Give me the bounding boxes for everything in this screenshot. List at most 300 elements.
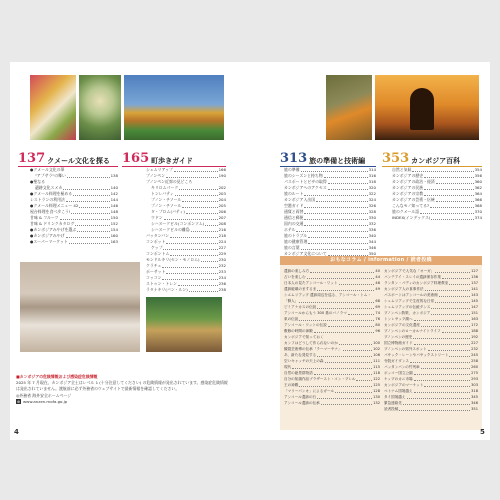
toc-leader bbox=[424, 189, 473, 190]
photo-food-dishes bbox=[30, 75, 76, 140]
toc-leader bbox=[304, 213, 367, 214]
toc-entry-title: バンテアイ・スレイの遺跡保存作業 bbox=[384, 275, 441, 279]
section-313-toc bbox=[284, 167, 376, 257]
toc-leader bbox=[328, 326, 375, 327]
toc-entry-title: ベトナム国境越え bbox=[384, 389, 413, 393]
toc-leader bbox=[308, 243, 367, 244]
toc-entry-title: 甘味 & フルーツ bbox=[30, 215, 59, 220]
toc-entry-title: 旅のクメール語 bbox=[392, 209, 420, 214]
toc-entry-page: 236 bbox=[218, 281, 226, 286]
toc-entry-page: 318 bbox=[471, 389, 478, 393]
toc-entry-page: 190 bbox=[218, 173, 226, 178]
toc-entry-page: 245 bbox=[471, 353, 478, 357]
toc-entry-page: 192 bbox=[471, 335, 478, 339]
toc-entry-page: 303 bbox=[471, 383, 478, 387]
toc-entry-page: 172 bbox=[471, 323, 478, 327]
toc-entry-title: ●クメール文化の華 bbox=[30, 167, 65, 172]
toc-entry-title: プノンペンのローカルナイトライフ bbox=[384, 329, 441, 333]
toc-entry-title: ランタン・パディのカンボジア料理教室 bbox=[384, 281, 449, 285]
section-137-number: 137 bbox=[18, 151, 46, 166]
photo-temple bbox=[124, 75, 224, 140]
toc-leader bbox=[310, 272, 374, 273]
toc-leader bbox=[304, 219, 367, 220]
toc-entry-page: 142 bbox=[110, 191, 118, 196]
toc-entry-title: カンボジアのマーケット bbox=[384, 383, 424, 387]
toc-entry-page: 356 bbox=[474, 173, 482, 178]
globe-icon: ⊕ bbox=[16, 399, 21, 405]
toc-leader bbox=[66, 237, 110, 238]
toc-entry-page: 364 bbox=[474, 191, 482, 196]
toc-leader bbox=[182, 201, 217, 202]
toc-entry-page: 130 bbox=[373, 395, 380, 399]
toc-leader bbox=[66, 201, 110, 202]
toc-entry-title: カンボジアで知っておく bbox=[284, 335, 324, 339]
toc-entry-page: 148 bbox=[110, 209, 118, 214]
toc-entry-title: カンボジアの政治・経済 bbox=[392, 179, 435, 184]
toc-leader bbox=[314, 374, 372, 375]
toc-entry-page: 137 bbox=[471, 281, 478, 285]
toc-entry-title: 国内の交通 bbox=[284, 221, 304, 226]
toc-leader bbox=[421, 368, 470, 369]
toc-leader bbox=[428, 350, 470, 351]
toc-entry-page: 345 bbox=[471, 395, 478, 399]
toc-entry-title: ウドン bbox=[151, 215, 163, 220]
toc-entry-page: 368 bbox=[474, 203, 482, 208]
toc-leader bbox=[304, 195, 367, 196]
toc-entry-page: 96 bbox=[375, 329, 380, 333]
columns-header: おもなコラム / information / 読者投稿 bbox=[280, 256, 482, 265]
safety-url-text: www.anzen.mofa.go.jp bbox=[23, 398, 68, 404]
toc-entry-title: プノンペンの歴史 bbox=[384, 335, 413, 339]
toc-entry-title: 遺跡破壊のまするま bbox=[284, 287, 317, 291]
toc-leader bbox=[301, 171, 368, 172]
toc-entry-page: 147 bbox=[471, 305, 478, 309]
toc-leader bbox=[178, 285, 218, 286]
toc-leader bbox=[164, 219, 218, 220]
section-313-header bbox=[280, 152, 365, 165]
toc-leader bbox=[73, 195, 109, 196]
toc-entry-page: 154 bbox=[110, 227, 118, 232]
toc-leader bbox=[162, 279, 217, 280]
toc-leader bbox=[191, 231, 218, 232]
toc-leader bbox=[414, 392, 471, 393]
toc-entry[interactable] bbox=[30, 239, 118, 245]
toc-leader bbox=[414, 380, 471, 381]
toc-leader bbox=[175, 195, 218, 196]
toc-entry-page: 332 bbox=[368, 221, 376, 226]
toc-leader bbox=[420, 213, 473, 214]
toc-entry-page: 346 bbox=[368, 245, 376, 250]
toc-entry-page: 68 bbox=[375, 299, 380, 303]
toc-entry-page: 152 bbox=[110, 221, 118, 226]
toc-entry-page: 204 bbox=[218, 197, 226, 202]
toc-entry-page: 238 bbox=[218, 287, 226, 292]
toc-entry-page: 354 bbox=[474, 167, 482, 172]
safety-link-label: ◎外務省 海外安全ホームページ bbox=[16, 392, 72, 398]
toc-entry-page: 111 bbox=[373, 359, 380, 363]
toc-leader bbox=[179, 189, 217, 190]
toc-entry-page: 324 bbox=[368, 197, 376, 202]
toc-entry-title: ●カンボジアみやげ bbox=[30, 233, 65, 238]
toc-leader bbox=[299, 386, 372, 387]
toc-leader bbox=[442, 278, 470, 279]
toc-leader bbox=[339, 344, 372, 345]
toc-entry-title: コッコン bbox=[146, 275, 162, 280]
toc-entry-title: 旅の準備 bbox=[284, 167, 300, 172]
toc-leader bbox=[413, 338, 470, 339]
toc-entry-title: プノンペンの郊外スポット bbox=[384, 347, 427, 351]
toc-entry-title: カンフはどうして作られないのか bbox=[284, 341, 338, 345]
toc-entry-page: 132 bbox=[373, 401, 380, 405]
toc-entry-title: プノンペン散策、カンボジア bbox=[384, 311, 431, 315]
toc-entry-page: 163 bbox=[471, 317, 478, 321]
toc-entry-title: レストランの利用法 bbox=[30, 197, 65, 202]
section-353-toc bbox=[392, 167, 482, 221]
toc-entry-title: アンコール・ワットの伝説 bbox=[284, 323, 327, 327]
toc-entry-page: 141 bbox=[471, 287, 478, 291]
toc-entry-page: 227 bbox=[218, 245, 226, 250]
toc-entry-title: 空いキャッチの天上の森 bbox=[284, 359, 324, 363]
safety-title: ■カンボジアの危険情報および感染症危険情報 bbox=[16, 374, 98, 379]
toc-entry-page: 318 bbox=[368, 179, 376, 184]
toc-entry-title: 通信と郵便 bbox=[284, 215, 304, 220]
toc-entry-page: 203 bbox=[218, 191, 226, 196]
photo-salt-field bbox=[20, 262, 140, 352]
toc-leader bbox=[414, 320, 471, 321]
toc-entry-title: キリロムパーク bbox=[151, 185, 179, 190]
toc-leader bbox=[60, 219, 110, 220]
toc-entry-title: アンコールからもう 300 基のバノラマ bbox=[284, 311, 347, 315]
toc-leader bbox=[205, 225, 217, 226]
toc-entry-title: 空港ガイド bbox=[284, 203, 304, 208]
toc-leader bbox=[421, 326, 470, 327]
toc-entry-page: 102 bbox=[373, 347, 380, 351]
toc-entry-title: 王の神殿 bbox=[284, 383, 299, 387]
toc-entry-title: ●カンボジアみやげを選ぶ bbox=[30, 227, 77, 232]
toc-entry-title: バッタンバンの竹列車 bbox=[384, 365, 420, 369]
toc-entry-page: 374 bbox=[474, 215, 482, 220]
toc-entry-title: ケップ bbox=[151, 245, 163, 250]
toc-entry-title: 旅のルート bbox=[284, 191, 304, 196]
toc-entry-page: 118 bbox=[373, 371, 380, 375]
safety-body: 2025 年 7 月現在、カンボジア全土はレベル 1 (十分注意してください) の危険情報が発出されています。感染症危険情報は発出されていません。渡航前に必ず外務省のウェブサイトで最新情報を確認してください。 bbox=[16, 380, 228, 392]
toc-entry-title: コンポントム bbox=[146, 251, 170, 256]
toc-leader bbox=[301, 249, 368, 250]
section-353-title: カンボジア百科 bbox=[411, 157, 461, 165]
toc-entry-title: パスポートとビザの取得 bbox=[284, 179, 327, 184]
toc-entry-page: 320 bbox=[368, 185, 376, 190]
toc-leader bbox=[307, 278, 375, 279]
toc-entry-title: ●聖なる bbox=[30, 179, 46, 184]
toc-entry-page: 136 bbox=[471, 275, 478, 279]
toc-entry-page: 202 bbox=[218, 185, 226, 190]
toc-leader bbox=[356, 380, 372, 381]
toc-entry-page: 233 bbox=[218, 269, 226, 274]
toc-entry-page: 151 bbox=[471, 311, 478, 315]
toc-entry-title: INDEX(インデックス) bbox=[392, 215, 431, 220]
toc-leader bbox=[414, 344, 470, 345]
toc-entry[interactable] bbox=[284, 292, 380, 298]
toc-entry-title: ボッコー国立公園 bbox=[384, 371, 413, 375]
toc-entry-page: 229 bbox=[218, 251, 226, 256]
toc-leader bbox=[166, 177, 218, 178]
toc-entry-title: シエムリアップ 遺跡周辺を巡る、アンコール・トム・ bbox=[284, 293, 371, 297]
toc-entry-page: 340 bbox=[368, 233, 376, 238]
toc-entry-page: 316 bbox=[368, 173, 376, 178]
toc-entry-title: 現代 bbox=[284, 365, 292, 369]
page-number-left: 4 bbox=[14, 428, 19, 436]
toc-entry[interactable] bbox=[392, 215, 482, 221]
toc-entry-title: タイ国境越え bbox=[384, 395, 406, 399]
toc-entry-title: シハヌークビルの離島 bbox=[151, 227, 190, 232]
toc-leader bbox=[424, 177, 473, 178]
toc-entry-page: 163 bbox=[110, 239, 118, 244]
toc-leader bbox=[71, 213, 109, 214]
toc-entry-title: シェムリアップの伝統ダンス bbox=[384, 305, 431, 309]
toc-entry-title: クラチェ bbox=[146, 263, 162, 268]
toc-leader bbox=[403, 404, 470, 405]
toc-leader bbox=[435, 302, 470, 303]
toc-entry-title: パスポートはアンコールの美術館 bbox=[384, 293, 438, 297]
toc-entry-page: 150 bbox=[110, 215, 118, 220]
toc-leader bbox=[436, 201, 474, 202]
section-165-header bbox=[122, 152, 193, 165]
toc-entry-page: 122 bbox=[373, 377, 380, 381]
toc-entry-title: プノンペン bbox=[146, 173, 165, 178]
toc-entry-title: "アプサラ"の舞い bbox=[35, 173, 66, 178]
toc-entry-page: 260 bbox=[471, 365, 478, 369]
toc-entry-title: バサック・レーンやバサックストリート bbox=[384, 353, 449, 357]
toc-entry-title: 自分の知識作品ブラザースト・コン・プレル bbox=[284, 377, 356, 381]
toc-entry-title: カンボジアの文化遺産 bbox=[384, 323, 420, 327]
toc-leader bbox=[304, 225, 367, 226]
toc-entry-title: 自然と気候 bbox=[392, 167, 412, 172]
toc-entry-title: トンレバティ bbox=[151, 191, 174, 196]
toc-leader bbox=[343, 350, 373, 351]
toc-leader bbox=[308, 237, 367, 238]
toc-entry[interactable] bbox=[146, 287, 226, 293]
toc-entry-page: 232 bbox=[218, 263, 226, 268]
toc-entry-title: 国立博物館ガイド bbox=[384, 341, 413, 345]
toc-leader bbox=[317, 356, 372, 357]
photo-lotus bbox=[79, 75, 121, 140]
toc-entry-title: 観賞芸術博の伝承「ラーマーヤナ」 bbox=[284, 347, 342, 351]
toc-leader bbox=[328, 183, 368, 184]
section-313-title: 旅の準備と技術編 bbox=[309, 157, 366, 165]
toc-leader bbox=[63, 189, 109, 190]
toc-entry-title: ポーサット bbox=[146, 269, 166, 274]
toc-entry-title: カンボジアで人気な「オーガ」 bbox=[384, 269, 435, 273]
toc-entry-title: カンボジア文化について bbox=[284, 251, 327, 256]
toc-entry-page: 46 bbox=[375, 281, 380, 285]
toc-entry-page: 127 bbox=[471, 269, 478, 273]
toc-entry-page: 232 bbox=[471, 347, 478, 351]
toc-leader bbox=[328, 189, 368, 190]
toc-entry-page: 145 bbox=[471, 299, 478, 303]
toc-leader bbox=[67, 177, 110, 178]
toc-entry-title: 旅の健康管理 bbox=[284, 239, 308, 244]
toc-entry-title: アンコール遺跡の石 bbox=[284, 395, 317, 399]
toc-entry-title: コンポット bbox=[146, 239, 166, 244]
toc-entry-title: 読者投稿 bbox=[384, 407, 399, 411]
toc-entry-page: 44 bbox=[375, 275, 380, 279]
toc-leader bbox=[431, 308, 470, 309]
toc-entry-title: 屋台料理を食べ歩こう! bbox=[30, 209, 71, 214]
toc-leader bbox=[449, 356, 470, 357]
toc-leader bbox=[314, 332, 375, 333]
toc-entry-title: こんなモノ知ってる? bbox=[392, 203, 430, 208]
toc-leader bbox=[296, 231, 367, 232]
toc-leader bbox=[431, 219, 473, 220]
toc-entry-page: 140 bbox=[110, 185, 118, 190]
toc-entry-page: 322 bbox=[368, 191, 376, 196]
toc-entry-title: カンボジアの歴史 bbox=[392, 173, 424, 178]
toc-entry-title: トンレサップ湖へ bbox=[384, 317, 413, 321]
toc-leader bbox=[414, 374, 470, 375]
toc-entry-page: 205 bbox=[218, 203, 226, 208]
toc-entry-title: カンボジアの芸術・伝統 bbox=[392, 197, 435, 202]
toc-leader bbox=[299, 320, 374, 321]
section-313-number: 313 bbox=[280, 151, 308, 166]
toc-leader bbox=[69, 243, 110, 244]
toc-entry-title: あ、新たな発見する bbox=[284, 353, 317, 357]
toc-entry-title: 遺跡文化スメカ bbox=[35, 185, 63, 190]
toc-leader bbox=[317, 308, 374, 309]
toc-leader bbox=[321, 404, 372, 405]
toc-entry-page: 143 bbox=[471, 293, 478, 297]
toc-leader bbox=[407, 398, 471, 399]
page-number-right: 5 bbox=[480, 428, 485, 436]
toc-entry-title: シェムリアップ bbox=[146, 167, 173, 172]
toc-entry-page: 69 bbox=[375, 305, 380, 309]
toc-leader bbox=[163, 249, 217, 250]
columns-right-list bbox=[384, 268, 478, 412]
section-353-header bbox=[382, 152, 460, 165]
toc-entry-title: 甘味 & ドリンクカタログ bbox=[30, 221, 75, 226]
toc-entry-page: 336 bbox=[368, 227, 376, 232]
toc-entry-title: アンコール遺跡の伝承 bbox=[284, 401, 320, 405]
toc-entry-page: 366 bbox=[474, 197, 482, 202]
toc-entry-title: ●クメール料理を極める bbox=[30, 191, 73, 196]
toc-entry-page: 49 bbox=[375, 287, 380, 291]
photo-silhouette bbox=[410, 88, 434, 130]
toc-entry-title: 寺院ガイダンス bbox=[384, 359, 409, 363]
toc-entry-title: 旅のトラブル bbox=[284, 233, 308, 238]
toc-entry-title: シハヌークビル(コンポンソム) bbox=[151, 221, 205, 226]
columns-left-list bbox=[284, 268, 380, 406]
toc-entry-page: 230 bbox=[218, 257, 226, 262]
section-165-toc bbox=[146, 167, 226, 293]
safety-notice bbox=[16, 374, 228, 405]
photo-monk bbox=[326, 75, 372, 140]
toc-entry-page: 350 bbox=[368, 251, 376, 256]
toc-entry-page: 362 bbox=[474, 185, 482, 190]
toc-leader bbox=[162, 267, 217, 268]
toc-leader bbox=[166, 243, 217, 244]
toc-entry-page: 330 bbox=[368, 215, 376, 220]
toc-entry-page: 208 bbox=[218, 221, 226, 226]
toc-leader bbox=[430, 207, 474, 208]
toc-entry-title: 「マリーパンオ」によるガール bbox=[284, 389, 335, 393]
toc-entry-title: カンボジア人の食事作法 bbox=[384, 287, 424, 291]
toc-entry-page: 40 bbox=[375, 269, 380, 273]
toc-entry-page: 128 bbox=[373, 389, 380, 393]
toc-entry-page: 125 bbox=[373, 383, 380, 387]
toc-entry-title: カンボジアの宗教 bbox=[392, 191, 424, 196]
toc-entry-title: 緊急連絡先 bbox=[384, 401, 402, 405]
toc-entry-title: ピミアナカスの伝説 bbox=[284, 305, 317, 309]
toc-entry-title: モンドルキリ(セン・モノロム) bbox=[146, 257, 200, 262]
toc-entry-page: 138 bbox=[110, 173, 118, 178]
toc-leader bbox=[442, 332, 471, 333]
toc-leader bbox=[436, 183, 474, 184]
toc-leader bbox=[317, 398, 372, 399]
section-137-title: クメール文化を探る bbox=[47, 157, 110, 165]
toc-entry-title: 旅の言葉 bbox=[284, 245, 300, 250]
toc-entry-page: 328 bbox=[368, 209, 376, 214]
toc-entry-title: バッタンバン bbox=[146, 233, 170, 238]
toc-leader bbox=[399, 410, 470, 411]
toc-leader bbox=[317, 290, 374, 291]
toc-entry-title: 旅のシーズンと持ち物 bbox=[284, 173, 323, 178]
toc-leader bbox=[410, 362, 470, 363]
toc-entry-page: 293 bbox=[471, 377, 478, 381]
toc-leader bbox=[412, 171, 473, 172]
safety-url[interactable] bbox=[16, 399, 228, 405]
toc-entry-title: 自然の絶景群物語 bbox=[284, 371, 313, 375]
toc-entry-page: 258 bbox=[471, 359, 478, 363]
toc-leader bbox=[170, 237, 217, 238]
toc-entry-page: 160 bbox=[110, 233, 118, 238]
toc-entry-page: 224 bbox=[218, 239, 226, 244]
toc-leader bbox=[186, 213, 218, 214]
toc-leader bbox=[304, 207, 367, 208]
section-165-title: 町歩きガイド bbox=[151, 157, 193, 165]
toc-entry-title: ホテル bbox=[284, 227, 296, 232]
toc-leader bbox=[174, 171, 218, 172]
toc-entry[interactable] bbox=[384, 406, 478, 412]
toc-entry-page: 351 bbox=[471, 407, 478, 411]
toc-leader bbox=[201, 261, 218, 262]
toc-entry-page: 216 bbox=[218, 227, 226, 232]
toc-leader bbox=[299, 302, 374, 303]
toc-entry-title: プノン・チソール bbox=[151, 203, 182, 208]
toc-leader bbox=[425, 290, 471, 291]
toc-leader bbox=[325, 362, 373, 363]
toc-leader bbox=[335, 392, 372, 393]
toc-entry-title: ●スーパーマーケット bbox=[30, 239, 68, 244]
toc-leader bbox=[77, 231, 109, 232]
toc-entry-page: 218 bbox=[218, 233, 226, 238]
photo-boat-tour bbox=[146, 297, 222, 352]
section-137-toc bbox=[30, 167, 118, 245]
toc-entry-page: 227 bbox=[471, 341, 478, 345]
toc-entry-title: カンボジアへのアクセス bbox=[284, 185, 327, 190]
section-165-number: 165 bbox=[122, 151, 150, 166]
toc-entry-page: 115 bbox=[373, 365, 380, 369]
toc-entry[interactable] bbox=[284, 400, 380, 406]
toc-entry-page: 188 bbox=[471, 329, 478, 333]
toc-entry-page: 144 bbox=[110, 197, 118, 202]
toc-entry-title: タ・プロム(バティ) bbox=[151, 209, 185, 214]
toc-leader bbox=[79, 207, 109, 208]
toc-leader bbox=[316, 201, 367, 202]
toc-entry-title: 日本人の見たアンコール・ワット bbox=[284, 281, 338, 285]
toc-entry-page: 234 bbox=[218, 275, 226, 280]
toc-entry-title: ●クメール料理メニュー 42 bbox=[30, 203, 79, 208]
toc-entry-page: 360 bbox=[474, 179, 482, 184]
toc-entry-title: 占いを楽しむ bbox=[284, 275, 306, 279]
